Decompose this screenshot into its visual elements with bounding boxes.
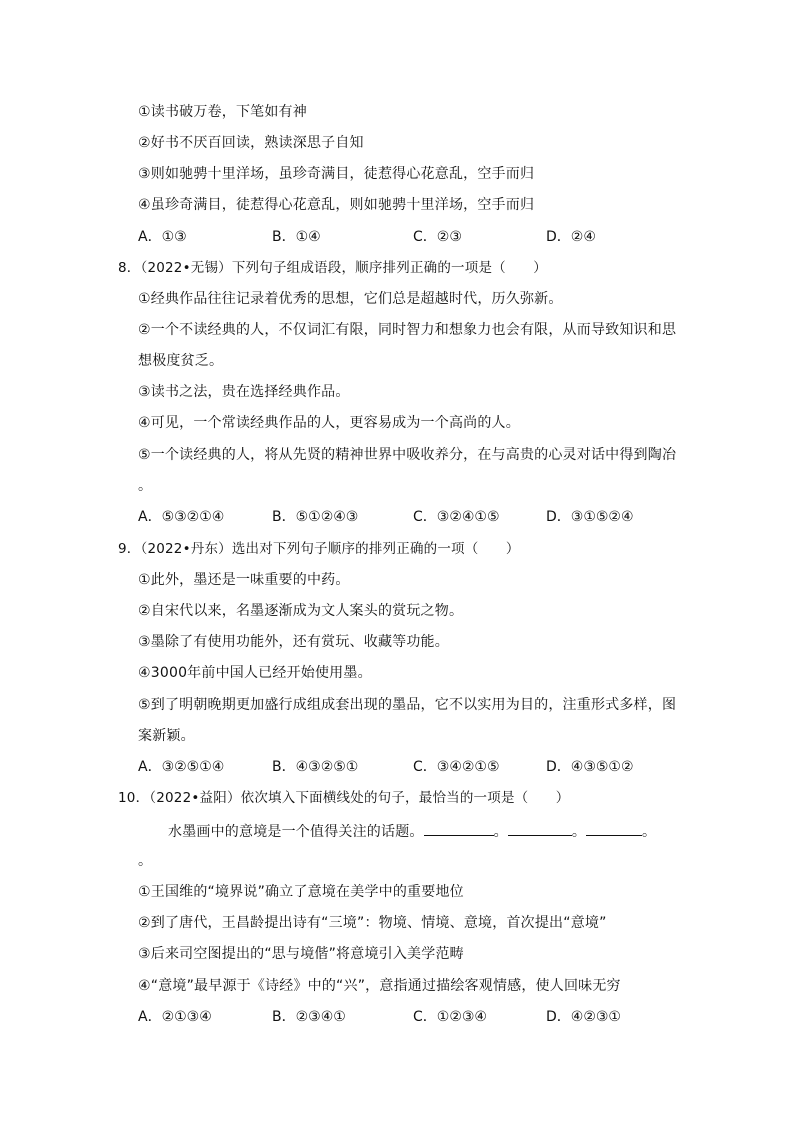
fill-in-passage [168,821,656,841]
passage-punct: 。 [571,824,587,840]
option-a: A．③②⑤①④ [138,759,225,775]
option-b: B．⑤①②④③ [272,509,359,525]
option-c: C．③②④①⑤ [413,509,500,525]
option-c: C．③④②①⑤ [413,759,500,775]
option-b: B．②③④① [272,1009,346,1025]
statement-item: ②好书不厌百回读，熟读深思子自知 [138,135,364,151]
sentence-item-continued: 案新颖。 [138,728,195,744]
option-b: B．④③②⑤① [272,759,359,775]
option-a: A．⑤③②①④ [138,509,225,525]
sentence-item-continued: 想极度贫乏。 [138,353,224,369]
option-d: D．③①⑤②④ [546,509,634,525]
option-a: A．①③ [138,229,187,245]
sentence-item: ③墨除了有使用功能外，还有赏玩、收藏等功能。 [138,634,449,650]
sentence-item: ②自宋代以来，名墨逐渐成为文人案头的赏玩之物。 [138,603,464,619]
answer-options [138,228,698,246]
answer-options [138,508,698,526]
statement-item: ①读书破万卷，下笔如有神 [138,104,307,120]
statement-item: ④虽珍奇满目，徒惹得心花意乱，则如驰骋十里洋场，空手而归 [138,197,535,213]
sentence-item: ①经典作品往往记录着优秀的思想，它们总是超越时代，历久弥新。 [138,291,563,307]
sentence-item: ④3000年前中国人已经开始使用墨。 [138,665,372,681]
blank-line [508,821,572,836]
option-d: D．②④ [546,229,596,245]
option-d: D．④③⑤①② [546,759,634,775]
passage-continued: 。 [138,853,153,869]
sentence-item: ⑤到了明朝晚期更加盛行成组成套出现的墨品，它不以实用为目的，注重形式多样，图 [138,697,677,713]
sentence-item: ②一个不读经典的人，不仅词汇有限，同时智力和想象力也会有限，从而导致知识和思 [138,322,677,338]
statement-item: ③则如驰骋十里洋场，虽珍奇满目，徒惹得心花意乱，空手而归 [138,166,535,182]
sentence-item: ②到了唐代，王昌龄提出诗有“三境”：物境、情境、意境，首次提出“意境” [138,915,607,931]
sentence-item: ①王国维的“境界说”确立了意境在美学中的重要地位 [138,884,464,900]
sentence-item: ③读书之法，贵在选择经典作品。 [138,384,350,400]
sentence-item: ④“意境”最早源于《诗经》中的“兴”，意指通过描绘客观情感，使人回味无穷 [138,978,621,994]
passage-punct: 。 [642,824,657,840]
option-c: C．①②③④ [413,1009,487,1025]
blank-line [424,821,494,836]
sentence-item: ⑤一个读经典的人，将从先贤的精神世界中吸收养分，在与高贵的心灵对话中得到陶冶 [138,447,677,463]
option-a: A．②①③④ [138,1009,212,1025]
question-9-header: 9．（2022•丹东）选出对下列句子顺序的排列正确的一项（ ） [118,541,520,557]
option-b: B．①④ [272,229,321,245]
sentence-item: ④可见，一个常读经典作品的人，更容易成为一个高尚的人。 [138,415,520,431]
blank-line [586,821,642,836]
sentence-item-continued: 。 [138,478,153,494]
answer-options [138,1008,698,1026]
option-d: D．④②③① [546,1009,621,1025]
question-10-header: 10．（2022•益阳）依次填入下面横线处的句子，最恰当的一项是（ ） [118,790,570,806]
sentence-item: ③后来司空图提出的“思与境偕”将意境引入美学范畴 [138,946,464,962]
answer-options [138,758,698,776]
sentence-item: ①此外，墨还是一味重要的中药。 [138,572,350,588]
question-8-header: 8．（2022•无锡）下列句子组成语段，顺序排列正确的一项是（ ） [118,260,547,276]
passage-punct: 。 [493,824,508,840]
option-c: C．②③ [413,229,462,245]
passage-text: 水墨画中的意境是一个值得关注的话题。 [168,824,424,840]
